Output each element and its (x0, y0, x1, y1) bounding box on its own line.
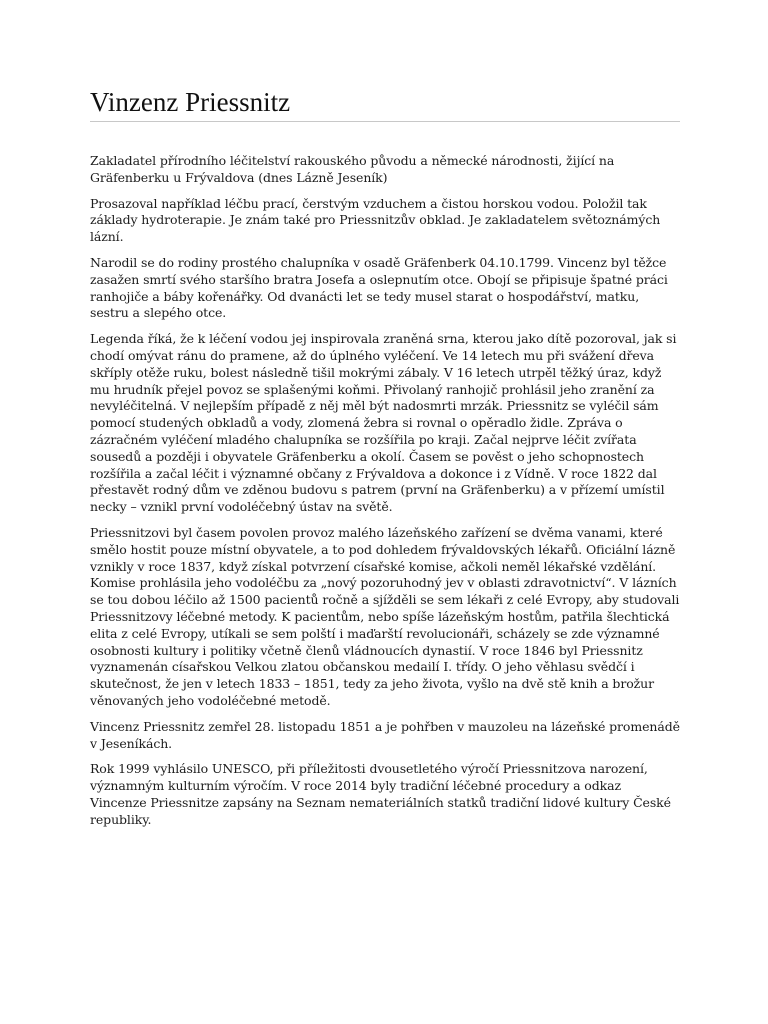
page-title: Vinzenz Priessnitz (90, 86, 680, 122)
paragraph-spa: Priessnitzovi byl časem povolen provoz malého lázeňského zařízení se dvěma vanami, které smělo hostit pouze místní obyvatele, a to pod dohledem frývaldovských lékařů. Oficiální lázně vznikly v roce 1837, když získal potvrzení císařské komise, ačkoli neměl lékařské vzdělání. Komise prohlásila jeho vodoléčbu za „nový pozoruhodný jev v oblasti zdravotnictví“. V lázních se tou dobou léčilo až 1500 pacientů ročně a sjížděli se sem lékaři z celé Evropy, aby studovali Priessnitzovy léčebné metody. K pacientům, nebo spíše lázeňským hostům, patřila šlechtická elita z celé Evropy, utíkali se sem polští i maďarští revolucionáři, scházely se zde významné osobnosti kultury i politiky včetně členů vládnoucích dynastií. V roce 1846 byl Priessnitz vyznamenán císařskou Velkou zlatou občanskou medailí I. třídy. O jeho věhlasu svědčí i skutečnost, že jen v letech 1833 – 1851, tedy za jeho života, vyšlo na dvě stě knih a brožur věnovaných jeho vodoléčebné metodě. (90, 524, 680, 708)
paragraph-birth: Narodil se do rodiny prostého chalupníka v osadě Gräfenberk 04.10.1799. Vincenz byl těžce zasažen smrtí svého staršího bratra Josefa a oslepnutím otce. Obojí se připisuje špatné práci ranhojiče a báby kořenářky. Od dvanácti let se tedy musel starat o hospodářství, matku, sestru a slepého otce. (90, 254, 668, 321)
paragraph-unesco: Rok 1999 vyhlásilo UNESCO, při příležitosti dvousetletého výročí Priessnitzova narození, významným kulturním výročím. V roce 2014 byly tradiční léčebné procedury a odkaz Vincenze Priessnitze zapsány na Seznam nemateriálních statků tradiční lidové kultury České republiky. (90, 761, 671, 827)
paragraph-legend: Legenda říká, že k léčení vodou jej inspirovala zraněná srna, kterou jako dítě pozoroval, jak si chodí omývat ránu do pramene, až do úplného vyléčení. Ve 14 letech mu při svážení dřeva skříply otěže ruku, bolest následně tišil mokrými zábaly. V 16 letech utrpěl těžký úraz, když mu hrudník přejel povoz se splašenými koňmi. Přivolaný ranhojič prohlásil jeho zranění za nevyléčitelná. V nejlepším případě z něj měl být nadosmrti mrzák. Priessnitz se vyléčil sám pomocí studených obkladů a vody, zlomená žebra si rovnal o opěradlo židle. Zpráva o zázračném vyléčení mladého chalupníka se rozšířila po kraji. Začal nejprve léčit zvířata sousedů a později i obyvatele Gräfenberku a okolí. Časem se pověst o jeho schopnostech rozšířila a začal léčit i významné občany z Frývaldova a dokonce i z Vídně. V roce 1822 dal přestavět rodný dům ve zděnou budovu s patrem (první na Gräfenberku) a v přízemí umístil necky – vznikl první vodoléčebný ústav na světě. (90, 331, 677, 515)
document-body (90, 153, 680, 828)
paragraph-death: Vincenz Priessnitz zemřel 28. listopadu 1851 a je pohřben v mauzoleu na lázeňské promenádě v Jeseníkách. (90, 718, 680, 751)
document-page (90, 86, 680, 837)
paragraph-intro: Zakladatel přírodního léčitelství rakouského původu a německé národnosti, žijící na Gräfenberku u Frývaldova (dnes Lázně Jeseník) (90, 153, 615, 185)
paragraph-methods: Prosazoval například léčbu prací, čerstvým vzduchem a čistou horskou vodou. Položil tak základy hydroterapie. Je znám také pro Priessnitzův obklad. Je zakladatelem světoznámých lázní. (90, 195, 661, 245)
